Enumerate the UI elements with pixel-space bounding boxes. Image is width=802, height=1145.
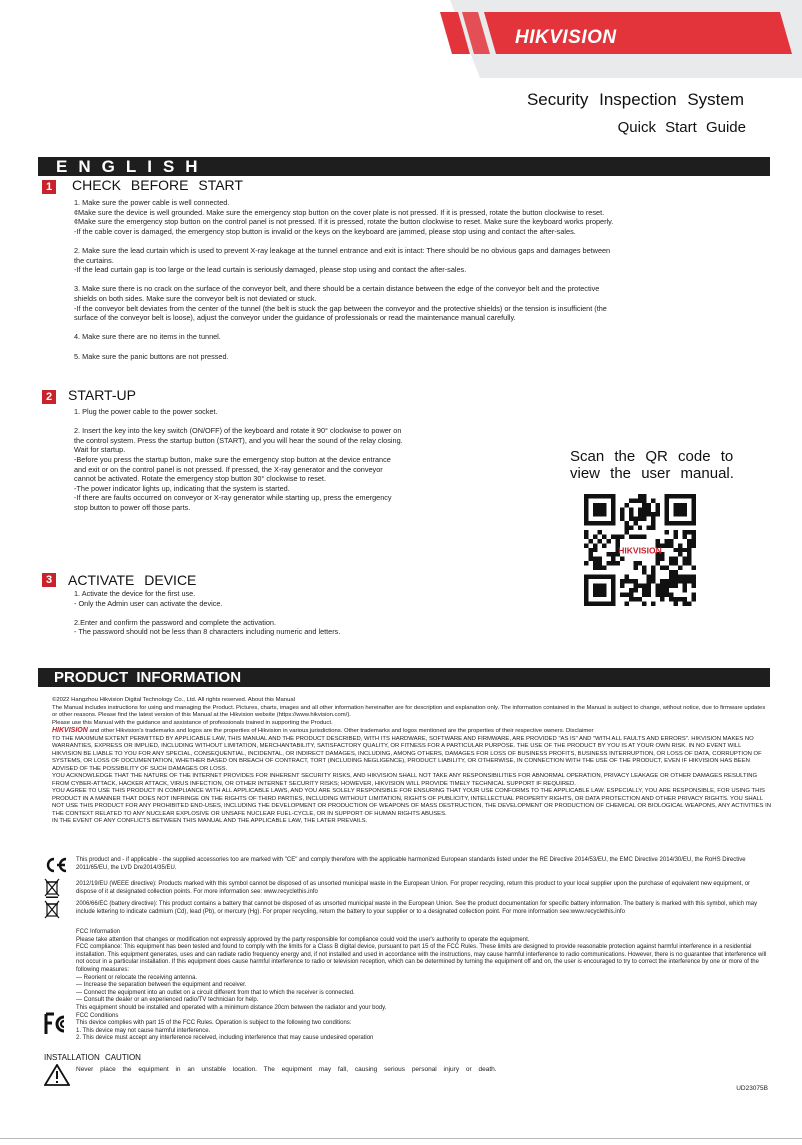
qr-text-line-2: view the user manual. [570, 465, 734, 482]
document-title: Security Inspection System [526, 90, 744, 109]
check-line: ¢Make sure the device is well grounded. Make sure the emergency stop button on the cover plate is not pressed. If it is pressed, rotate the button clockwise to reset. [74, 207, 605, 217]
startup-line: -Before you press the startup button, make sure the emergency stop button at the device entrance [74, 454, 391, 464]
check-line [74, 236, 774, 246]
document-subtitle: Quick Start Guide [617, 119, 746, 136]
qr-text-line-1: Scan the QR code to [570, 448, 734, 465]
fcc-line: 2. This device must accept any interference received, including interference that may cause undesired operation [76, 1035, 374, 1042]
battery-directive-text: 2006/66/EC (battery directive): This product contains a battery that cannot be disposed of as unsorted municipal waste in the European Union. See the product documentation for specific battery information. The battery is marked with this symbol, which may include lettering to indicate cadmium (Cd), lead (Pb), or mercury (Hg). For proper recycling, return the battery to your supplier or to a designated collection point. For more information see:www.recyclethis.info [76, 901, 758, 915]
fcc-logo-icon [44, 1012, 70, 1036]
startup-line: and exit or on the control panel is not pressed. If pressed, the X-ray generator and the conveyor [74, 464, 383, 474]
compliance-text: YOU AGREE TO USE THIS PRODUCT IN COMPLIANCE WITH ALL APPLICABLE LAWS, AND YOU ARE SOLELY RESPONSIBLE FOR ENSURING THAT YOUR USE CONFORMS TO THE APPLICABLE LAW. ESPECIALLY, YOU ARE RESPONSIBLE, FOR USING THIS PRODUCT IN A MANNER THAT DOES NOT INFRINGE ON THE RIGHTS OF THIRD PARTIES, INCLUDING WITHOUT LIMITATION, RIGHTS OF PUBLICITY, INTELLECTUAL PROPERTY RIGHTS, OR DATA PROTECTION AND OTHER PRIVACY RIGHTS. YOU SHALL NOT USE THIS PRODUCT FOR ANY PROHIBITED END-USES, INCLUDING THE DEVELOPMENT OR PRODUCTION OF WEAPONS OF MASS DESTRUCTION, THE DEVELOPMENT OR PRODUCTION OF CHEMICAL OR BIOLOGICAL WEAPONS, ANY ACTIVITIES IN THE CONTEXT RELATED TO ANY NUCLEAR EXPLOSIVE OR UNSAFE NUCLEAR FUEL-CYCLE, OR IN SUPPORT OF HUMAN RIGHTS ABUSES. [52, 788, 771, 817]
section-number-2: 2 [42, 390, 56, 404]
activate-device-body [74, 589, 674, 637]
check-line: the curtains. [74, 255, 114, 265]
startup-body [74, 407, 574, 513]
product-information-bar: PRODUCT INFORMATION [38, 668, 770, 687]
section-title-startup: START-UP [68, 387, 136, 403]
conflict-text: IN THE EVENT OF ANY CONFLICTS BETWEEN THIS MANUAL AND THE APPLICABLE LAW, THE LATER PREVAILS. [52, 818, 368, 824]
startup-line: -The power indicator lights up, indicating that the system is started. [74, 483, 290, 493]
hikvision-mini-logo: HIKVISION [52, 727, 88, 734]
fcc-line: — Reorient or relocate the receiving antenna. [76, 974, 198, 981]
qr-center-logo: HIKVISION [618, 545, 662, 556]
startup-line: stop button to power off those parts. [74, 502, 191, 512]
english-section-bar: ENGLISH [38, 157, 770, 176]
check-line: surface of the conveyor belt is loose), adjust the conveyor under the guidance of professionals or read the maintenance manual carefully. [74, 313, 516, 323]
qr-scan-instruction [570, 448, 734, 482]
check-line: -If the conveyor belt deviates from the center of the tunnel (the belt is stuck the gap between the conveyor and the protective shields) or the tension is insufficient (the [74, 303, 607, 313]
activate-line: 2.Enter and confirm the password and complete the activation. [74, 617, 276, 627]
check-line: 1. Make sure the power cable is well connected. [74, 198, 230, 207]
startup-line: -If there are faults occurred on conveyor or X-ray generator while starting up, press the emergency [74, 493, 392, 503]
startup-line [74, 417, 574, 427]
trademark-text: HIKVISION and other Hikvision's trademarks and logos are the properties of Hikvision in various jurisdictions. Other trademarks and logos mentioned are the properties of their respective owners. Disclaimer [52, 727, 594, 734]
document-code: UD23075B [736, 1085, 768, 1092]
hikvision-logo: HIKVISION [515, 27, 617, 48]
check-line [74, 275, 774, 285]
fcc-line: — Increase the separation between the equipment and receiver. [76, 982, 247, 989]
check-line: -If the cable cover is damaged, the emergency stop button is invalid or the keys on the keyboard are jammed, please stop using and contact the after-sales. [74, 226, 576, 236]
check-line [74, 323, 774, 333]
activate-line: - The password should not be less than 8 characters including numeric and letters. [74, 627, 341, 637]
legal-notice [52, 697, 772, 826]
disclaimer-text: TO THE MAXIMUM EXTENT PERMITTED BY APPLICABLE LAW, THIS MANUAL AND THE PRODUCT DESCRIBED, WITH ITS HARDWARE, SOFTWARE AND FIRMWARE, ARE PROVIDED "AS IS" AND "WITH ALL FAULTS AND ERRORS". HIKVISION MAKES NO WARRANTIES, EXPRESS OR IMPLIED, INCLUDING WITHOUT LIMITATION, MERCHANTABILITY, SATISFACTORY QUALITY, OR FITNESS FOR A PARTICULAR PURPOSE. THE USE OF THE PRODUCT BY YOU IS AT YOUR OWN RISK. IN NO EVENT WILL HIKVISION BE LIABLE TO YOU FOR ANY SPECIAL, CONSEQUENTIAL, INCIDENTAL, OR INDIRECT DAMAGES, INCLUDING, AMONG OTHERS, DAMAGES FOR LOSS OF BUSINESS PROFITS, BUSINESS INTERRUPTION, OR LOSS OF DATA, CORRUPTION OF SYSTEMS, OR LOSS OF DOCUMENTATION, WHETHER BASED ON BREACH OF CONTRACT, TORT (INCLUDING NEGLIGENCE), PRODUCT LIABILITY, OR OTHERWISE, IN CONNECTION WITH THE USE OF THE PRODUCT, EVEN IF HIKVISION HAS BEEN ADVISED OF THE POSSIBILITY OF SUCH DAMAGES OR LOSS. [52, 735, 762, 772]
installation-caution-text: Never place the equipment in an unstable location. The equipment may fall, causing serious personal injury or death. [76, 1066, 497, 1073]
fcc-line: FCC compliance: This equipment has been tested and found to comply with the limits for a Class B digital device, pursuant to part 15 of the FCC Rules. These limits are designed to provide reasonable protection against harmful interference in a residential installation. This equipment generates, uses and can radiate radio frequency energy and, if not installed and used in accordance with the instructions, may cause harmful interference to radio communications. However, there is no guarantee that interference will not occur in a particular installation. If this equipment does cause harmful interference to radio or television reception, which can be determined by turning the equipment off and on, the user is encouraged to try to correct the interference by one or more of the following measures: [76, 944, 767, 973]
warning-triangle-icon [44, 1064, 70, 1086]
activate-line: - Only the Admin user can activate the device. [74, 598, 223, 608]
startup-line: the control system. Press the startup button (START), and you will hear the sound of the relay closing. [74, 435, 403, 445]
fcc-line: This equipment should be installed and operated with a minimum distance 20cm between the radiator and your body. [76, 1004, 387, 1011]
about-manual-text: The Manual includes instructions for using and managing the Product. Pictures, charts, images and all other information hereinafter are for description and explanation only. The information contained in the Manual is subject to change, without notice, due to firmware updates or other reasons. Please find the latest version of this Manual at the Hikvision website (https://www.hikvision.com/). [52, 704, 766, 718]
check-line: -If the lead curtain gap is too large or the lead curtain is seriously damaged, please stop using and contact the after-sales. [74, 265, 467, 275]
fcc-line: — Connect the equipment into an outlet on a circuit different from that to which the receiver is connected. [76, 989, 355, 996]
internet-risk-text: YOU ACKNOWLEDGE THAT THE NATURE OF THE INTERNET PROVIDES FOR INHERENT SECURITY RISKS, AND HIKVISION SHALL NOT TAKE ANY RESPONSIBILITIES FOR ABNORMAL OPERATION, PRIVACY LEAKAGE OR OTHER DAMAGES RESULTING FROM CYBER-ATTACK, HACKER ATTACK, VIRUS INFECTION, OR OTHER INTERNET SECURITY RISKS; HOWEVER, HIKVISION WILL PROVIDE TIMELY TECHNICAL SUPPORT IF REQUIRED. [52, 773, 758, 787]
check-before-start-body [74, 198, 774, 361]
fcc-line: 1. This device may not cause harmful interference. [76, 1027, 211, 1034]
weee-directive-text: 2012/19/EU (WEEE directive): Products marked with this symbol cannot be disposed of as unsorted municipal waste in the European Union. For proper recycling, return this product to your local supplier upon the purchase of equivalent new equipment, or dispose of it at designated collection points. For more information see: www.recyclethis.info [76, 881, 751, 895]
professional-guidance-text: Please use this Manual with the guidance and assistance of professionals trained in supporting the Product. [52, 719, 333, 726]
startup-line: cannot be activated. Rotate the emergency stop button 30° clockwise to reset. [74, 474, 326, 484]
battery-bin-icon [44, 900, 60, 920]
fcc-title: FCC Information [76, 929, 121, 935]
fcc-line: FCC Conditions [76, 1012, 119, 1019]
fcc-information-block [76, 929, 770, 1043]
check-line: shields on both sides. Make sure the conveyor belt is not deviated or stuck. [74, 293, 317, 303]
check-line [74, 342, 774, 352]
bottom-divider [0, 1138, 802, 1139]
startup-line: Wait for startup. [74, 445, 126, 455]
check-line: 4. Make sure there are no items in the tunnel. [74, 332, 221, 342]
check-line: 3. Make sure there is no crack on the surface of the conveyor belt, and there should be a certain distance between the edge of the conveyor belt and the protective [74, 284, 600, 294]
section-number-1: 1 [42, 180, 56, 194]
startup-line: 2. Insert the key into the key switch (ON/OFF) of the keyboard and rotate it 90° clockwise to power on [74, 426, 402, 436]
startup-line: 1. Plug the power cable to the power socket. [74, 407, 218, 416]
check-line: 2. Make sure the lead curtain which is used to prevent X-ray leakage at the tunnel entrance and exit is intact: There should be no obvious gaps and damages between [74, 245, 611, 255]
fcc-line: Please take attention that changes or modification not expressly approved by the party responsible for compliance could void the user's authority to operate the equipment. [76, 936, 530, 943]
section-title-activate: ACTIVATE DEVICE [68, 572, 197, 588]
activate-line [74, 608, 674, 618]
check-line: ¢Make sure the emergency stop button on the control panel is not pressed. If it is pressed, rotate the button clockwise to reset. Make sure the keyboard works properly. [74, 217, 614, 227]
header-logo-banner [440, 0, 802, 78]
section-number-3: 3 [42, 573, 56, 587]
installation-caution-heading: INSTALLATION CAUTION [44, 1053, 141, 1062]
section-title-check: CHECK BEFORE START [72, 177, 243, 193]
weee-bin-icon [44, 878, 60, 898]
ce-mark-icon [44, 857, 68, 873]
activate-line: 1. Activate the device for the first use. [74, 589, 196, 598]
check-line: 5. Make sure the panic buttons are not pressed. [74, 351, 229, 361]
fcc-line: This device complies with part 15 of the FCC Rules. Operation is subject to the following two conditions: [76, 1020, 352, 1027]
copyright-line: ©2022 Hangzhou Hikvision Digital Technology Co., Ltd. All rights reserved. About this Manual [52, 697, 295, 703]
fcc-line: — Consult the dealer or an experienced radio/TV technician for help. [76, 997, 259, 1004]
ce-compliance-text: This product and - if applicable - the supplied accessories too are marked with "CE" and comply therefore with the applicable harmonized European standards listed under the RE Directive 2014/53/EU, the EMC Directive 2014/30/EU, the RoHS Directive 2011/65/EU, the LVD Dre2014/35/EU. [76, 857, 746, 871]
